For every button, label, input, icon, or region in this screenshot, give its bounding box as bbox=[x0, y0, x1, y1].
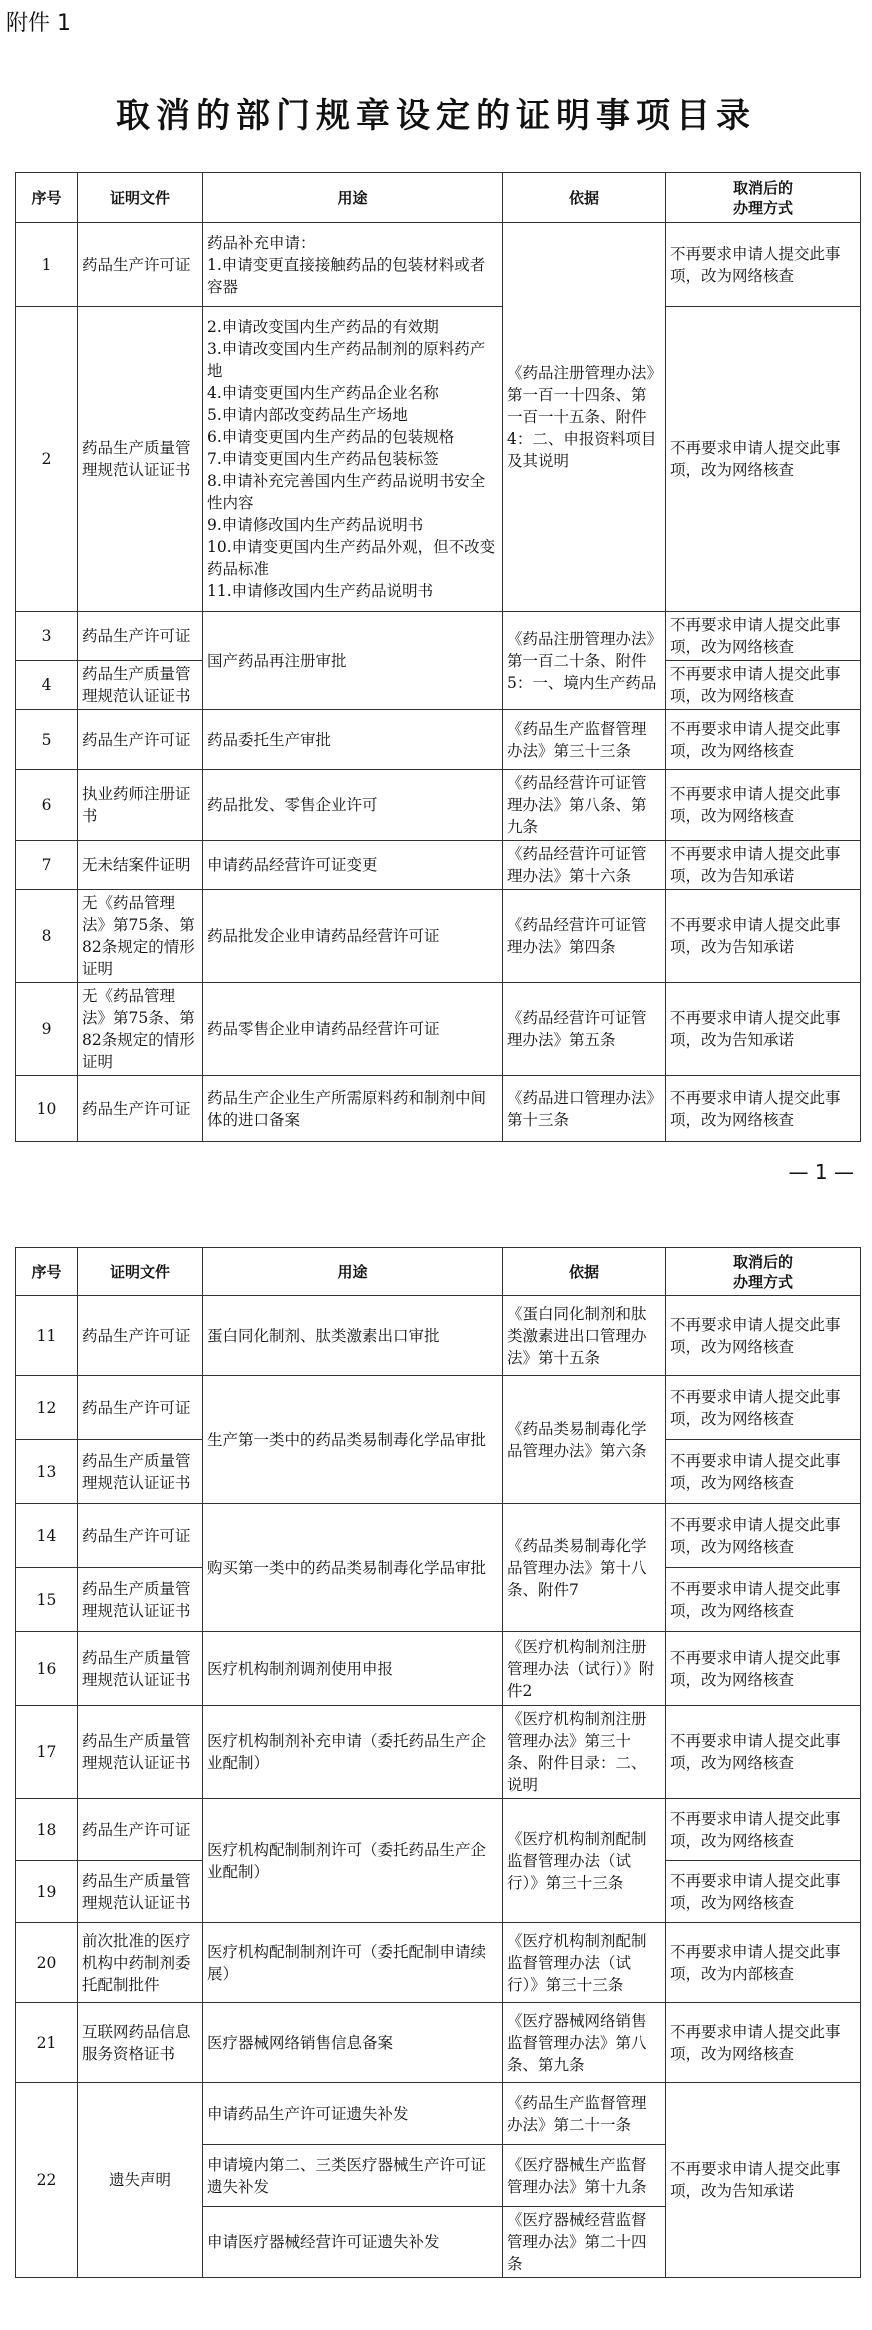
use-line: 1.申请变更直接接触药品的包装材料或者容器 bbox=[207, 255, 486, 296]
use-line: 5.申请内部改变药品生产场地 bbox=[207, 406, 408, 424]
row-basis: 《医疗器械生产监督管理办法》第十九条 bbox=[503, 2145, 666, 2207]
row-seq: 8 bbox=[16, 890, 78, 983]
row-basis: 《药品生产监督管理办法》第二十一条 bbox=[503, 2083, 666, 2145]
row-doc: 药品生产许可证 bbox=[78, 1296, 203, 1376]
row-method: 不再要求申请人提交此事项，改为网络核查 bbox=[666, 1861, 861, 1923]
row-use: 医疗机构配制制剂许可（委托药品生产企业配制） bbox=[203, 1799, 503, 1923]
table-row bbox=[16, 710, 861, 770]
row-doc: 互联网药品信息服务资格证书 bbox=[78, 2003, 203, 2083]
row-use: 医疗机构配制制剂许可（委托配制申请续展） bbox=[203, 1923, 503, 2003]
row-method: 不再要求申请人提交此事项，改为告知承诺 bbox=[666, 841, 861, 890]
row-seq: 16 bbox=[16, 1632, 78, 1706]
row-basis: 《药品注册管理办法》第一百二十条、附件5：一、境内生产药品 bbox=[503, 612, 666, 710]
certificate-table-page2 bbox=[15, 1247, 861, 2278]
row-doc: 无《药品管理法》第75条、第82条规定的情形证明 bbox=[78, 890, 203, 983]
row-doc: 药品生产许可证 bbox=[78, 223, 203, 307]
row-use: 药品委托生产审批 bbox=[203, 710, 503, 770]
header-doc: 证明文件 bbox=[78, 1248, 203, 1296]
row-seq: 17 bbox=[16, 1706, 78, 1799]
row-seq: 12 bbox=[16, 1376, 78, 1440]
header-basis: 依据 bbox=[503, 1248, 666, 1296]
row-doc: 药品生产许可证 bbox=[78, 710, 203, 770]
table-row bbox=[16, 1799, 861, 1861]
row-use: 药品批发、零售企业许可 bbox=[203, 770, 503, 841]
annex-label: 附件 1 bbox=[6, 11, 71, 36]
row-method: 不再要求申请人提交此事项，改为网络核查 bbox=[666, 612, 861, 661]
row-seq: 4 bbox=[16, 661, 78, 710]
row-seq: 10 bbox=[16, 1076, 78, 1142]
table-row bbox=[16, 1076, 861, 1142]
row-seq: 18 bbox=[16, 1799, 78, 1861]
row-use: 医疗机构制剂调剂使用申报 bbox=[203, 1632, 503, 1706]
table-row bbox=[16, 223, 861, 307]
row-use: 医疗机构制剂补充申请（委托药品生产企业配制） bbox=[203, 1706, 503, 1799]
use-line: 9.申请修改国内生产药品说明书 bbox=[207, 516, 424, 534]
row-doc: 药品生产质量管理规范认证证书 bbox=[78, 1568, 203, 1632]
use-line: 6.申请变更国内生产药品的包装规格 bbox=[207, 428, 455, 446]
row-basis: 《医疗机构制剂配制监督管理办法（试行）》第三十三条 bbox=[503, 1923, 666, 2003]
row-method: 不再要求申请人提交此事项，改为网络核查 bbox=[666, 770, 861, 841]
row-basis: 《药品进口管理办法》第十三条 bbox=[503, 1076, 666, 1142]
row-method: 不再要求申请人提交此事项，改为内部核查 bbox=[666, 1923, 861, 2003]
row-doc: 前次批准的医疗机构中药制剂委托配制批件 bbox=[78, 1923, 203, 2003]
header-method-line2: 办理方式 bbox=[732, 198, 793, 217]
row-seq: 5 bbox=[16, 710, 78, 770]
row-basis: 《药品经营许可证管理办法》第八条、第九条 bbox=[503, 770, 666, 841]
row-doc: 药品生产许可证 bbox=[78, 1504, 203, 1568]
table-row bbox=[16, 770, 861, 841]
row-basis: 《药品注册管理办法》第一百一十四条、第一百一十五条、附件4：二、申报资料项目及其说明 bbox=[503, 223, 666, 612]
row-doc: 药品生产许可证 bbox=[78, 1376, 203, 1440]
row-use: 购买第一类中的药品类易制毒化学品审批 bbox=[203, 1504, 503, 1632]
page-title: 取消的部门规章设定的证明事项目录 bbox=[116, 96, 756, 136]
use-line: 11.申请修改国内生产药品说明书 bbox=[207, 582, 434, 600]
row-seq: 13 bbox=[16, 1440, 78, 1504]
table-row bbox=[16, 1376, 861, 1440]
row-use: 申请境内第二、三类医疗器械生产许可证遗失补发 bbox=[203, 2145, 503, 2207]
row-method: 不再要求申请人提交此事项，改为网络核查 bbox=[666, 1296, 861, 1376]
row-seq: 21 bbox=[16, 2003, 78, 2083]
header-method-line1: 取消后的 bbox=[732, 1252, 793, 1271]
header-use: 用途 bbox=[203, 173, 503, 223]
row-method: 不再要求申请人提交此事项，改为告知承诺 bbox=[666, 983, 861, 1076]
use-line: 10.申请变更国内生产药品外观，但不改变药品标准 bbox=[207, 538, 496, 578]
row-basis: 《医疗机构制剂注册管理办法》第三十条、附件目录：二、说明 bbox=[503, 1706, 666, 1799]
row-method: 不再要求申请人提交此事项，改为网络核查 bbox=[666, 1376, 861, 1440]
row-doc: 遗失声明 bbox=[78, 2083, 203, 2278]
use-line: 4.申请变更国内生产药品企业名称 bbox=[207, 384, 439, 402]
row-method: 不再要求申请人提交此事项，改为告知承诺 bbox=[666, 2083, 861, 2278]
row-seq: 14 bbox=[16, 1504, 78, 1568]
row-doc: 药品生产质量管理规范认证证书 bbox=[78, 307, 203, 612]
row-use: 药品生产企业生产所需原料药和制剂中间体的进口备案 bbox=[203, 1076, 503, 1142]
row-method: 不再要求申请人提交此事项，改为网络核查 bbox=[666, 1799, 861, 1861]
row-method: 不再要求申请人提交此事项，改为网络核查 bbox=[666, 1076, 861, 1142]
table-row bbox=[16, 2083, 861, 2145]
row-method: 不再要求申请人提交此事项，改为网络核查 bbox=[666, 661, 861, 710]
header-method bbox=[666, 173, 861, 223]
row-doc: 药品生产质量管理规范认证证书 bbox=[78, 1861, 203, 1923]
row-use: 申请药品经营许可证变更 bbox=[203, 841, 503, 890]
row-seq: 11 bbox=[16, 1296, 78, 1376]
certificate-table-page1 bbox=[15, 172, 861, 1142]
header-seq: 序号 bbox=[16, 173, 78, 223]
table-row bbox=[16, 1296, 861, 1376]
row-doc: 药品生产许可证 bbox=[78, 1799, 203, 1861]
row-method: 不再要求申请人提交此事项，改为网络核查 bbox=[666, 1504, 861, 1568]
row-method: 不再要求申请人提交此事项，改为告知承诺 bbox=[666, 890, 861, 983]
row-method: 不再要求申请人提交此事项，改为网络核查 bbox=[666, 1706, 861, 1799]
table-row bbox=[16, 612, 861, 661]
use-line: 2.申请改变国内生产药品的有效期 bbox=[207, 318, 439, 336]
row-doc: 执业药师注册证书 bbox=[78, 770, 203, 841]
row-method: 不再要求申请人提交此事项，改为网络核查 bbox=[666, 1440, 861, 1504]
row-method: 不再要求申请人提交此事项，改为网络核查 bbox=[666, 223, 861, 307]
table-row bbox=[16, 1632, 861, 1706]
row-seq: 19 bbox=[16, 1861, 78, 1923]
row-basis: 《药品类易制毒化学品管理办法》第六条 bbox=[503, 1376, 666, 1504]
row-seq: 3 bbox=[16, 612, 78, 661]
table-row bbox=[16, 307, 861, 612]
row-basis: 《医疗器械网络销售监督管理办法》第八条、第九条 bbox=[503, 2003, 666, 2083]
row-basis: 《医疗机构制剂配制监督管理办法（试行）》第三十三条 bbox=[503, 1799, 666, 1923]
row-use: 医疗器械网络销售信息备案 bbox=[203, 2003, 503, 2083]
row-basis: 《药品类易制毒化学品管理办法》第十八条、附件7 bbox=[503, 1504, 666, 1632]
row-seq: 20 bbox=[16, 1923, 78, 2003]
header-doc: 证明文件 bbox=[78, 173, 203, 223]
table-row bbox=[16, 1504, 861, 1568]
row-seq: 7 bbox=[16, 841, 78, 890]
row-seq: 9 bbox=[16, 983, 78, 1076]
row-seq: 1 bbox=[16, 223, 78, 307]
table-header-row bbox=[16, 173, 861, 223]
row-use: 生产第一类中的药品类易制毒化学品审批 bbox=[203, 1376, 503, 1504]
table-row bbox=[16, 841, 861, 890]
row-basis: 《蛋白同化制剂和肽类激素进出口管理办法》第十五条 bbox=[503, 1296, 666, 1376]
header-seq: 序号 bbox=[16, 1248, 78, 1296]
row-seq: 6 bbox=[16, 770, 78, 841]
use-line: 药品补充申请： bbox=[207, 233, 316, 252]
row-doc: 药品生产许可证 bbox=[78, 612, 203, 661]
row-use: 蛋白同化制剂、肽类激素出口审批 bbox=[203, 1296, 503, 1376]
row-seq: 15 bbox=[16, 1568, 78, 1632]
row-use: 药品零售企业申请药品经营许可证 bbox=[203, 983, 503, 1076]
row-method: 不再要求申请人提交此事项，改为网络核查 bbox=[666, 307, 861, 612]
row-basis: 《药品经营许可证管理办法》第五条 bbox=[503, 983, 666, 1076]
header-basis: 依据 bbox=[503, 173, 666, 223]
header-use: 用途 bbox=[203, 1248, 503, 1296]
row-basis: 《药品生产监督管理办法》第三十三条 bbox=[503, 710, 666, 770]
row-doc: 药品生产质量管理规范认证证书 bbox=[78, 1632, 203, 1706]
row-use: 申请医疗器械经营许可证遗失补发 bbox=[203, 2207, 503, 2278]
row-doc: 无《药品管理法》第75条、第82条规定的情形证明 bbox=[78, 983, 203, 1076]
table-row bbox=[16, 890, 861, 983]
row-doc: 药品生产质量管理规范认证证书 bbox=[78, 1706, 203, 1799]
row-basis: 《药品经营许可证管理办法》第四条 bbox=[503, 890, 666, 983]
table-row bbox=[16, 1706, 861, 1799]
row-doc: 无未结案件证明 bbox=[78, 841, 203, 890]
row-use bbox=[203, 307, 503, 612]
header-method-line2: 办理方式 bbox=[732, 1272, 793, 1291]
row-use: 药品批发企业申请药品经营许可证 bbox=[203, 890, 503, 983]
row-doc: 药品生产质量管理规范认证证书 bbox=[78, 1440, 203, 1504]
row-seq: 22 bbox=[16, 2083, 78, 2278]
row-doc: 药品生产许可证 bbox=[78, 1076, 203, 1142]
page-number: — 1 — bbox=[788, 1160, 854, 1184]
row-method: 不再要求申请人提交此事项，改为网络核查 bbox=[666, 1568, 861, 1632]
use-line: 3.申请改变国内生产药品制剂的原料药产地 bbox=[207, 340, 486, 380]
row-basis: 《医疗器械经营监督管理办法》第二十四条 bbox=[503, 2207, 666, 2278]
table-row bbox=[16, 1923, 861, 2003]
row-method: 不再要求申请人提交此事项，改为网络核查 bbox=[666, 1632, 861, 1706]
row-basis: 《医疗机构制剂注册管理办法（试行）》附件2 bbox=[503, 1632, 666, 1706]
header-method bbox=[666, 1248, 861, 1296]
row-method: 不再要求申请人提交此事项，改为网络核查 bbox=[666, 710, 861, 770]
row-seq: 2 bbox=[16, 307, 78, 612]
use-line: 8.申请补充完善国内生产药品说明书安全性内容 bbox=[207, 472, 486, 512]
row-basis: 《药品经营许可证管理办法》第十六条 bbox=[503, 841, 666, 890]
row-method: 不再要求申请人提交此事项，改为网络核查 bbox=[666, 2003, 861, 2083]
header-method-line1: 取消后的 bbox=[732, 178, 793, 197]
table-row bbox=[16, 2003, 861, 2083]
table-row bbox=[16, 983, 861, 1076]
table-header-row bbox=[16, 1248, 861, 1296]
use-line: 7.申请变更国内生产药品包装标签 bbox=[207, 450, 439, 468]
row-doc: 药品生产质量管理规范认证证书 bbox=[78, 661, 203, 710]
row-use: 国产药品再注册审批 bbox=[203, 612, 503, 710]
row-use: 申请药品生产许可证遗失补发 bbox=[203, 2083, 503, 2145]
row-use bbox=[203, 223, 503, 307]
